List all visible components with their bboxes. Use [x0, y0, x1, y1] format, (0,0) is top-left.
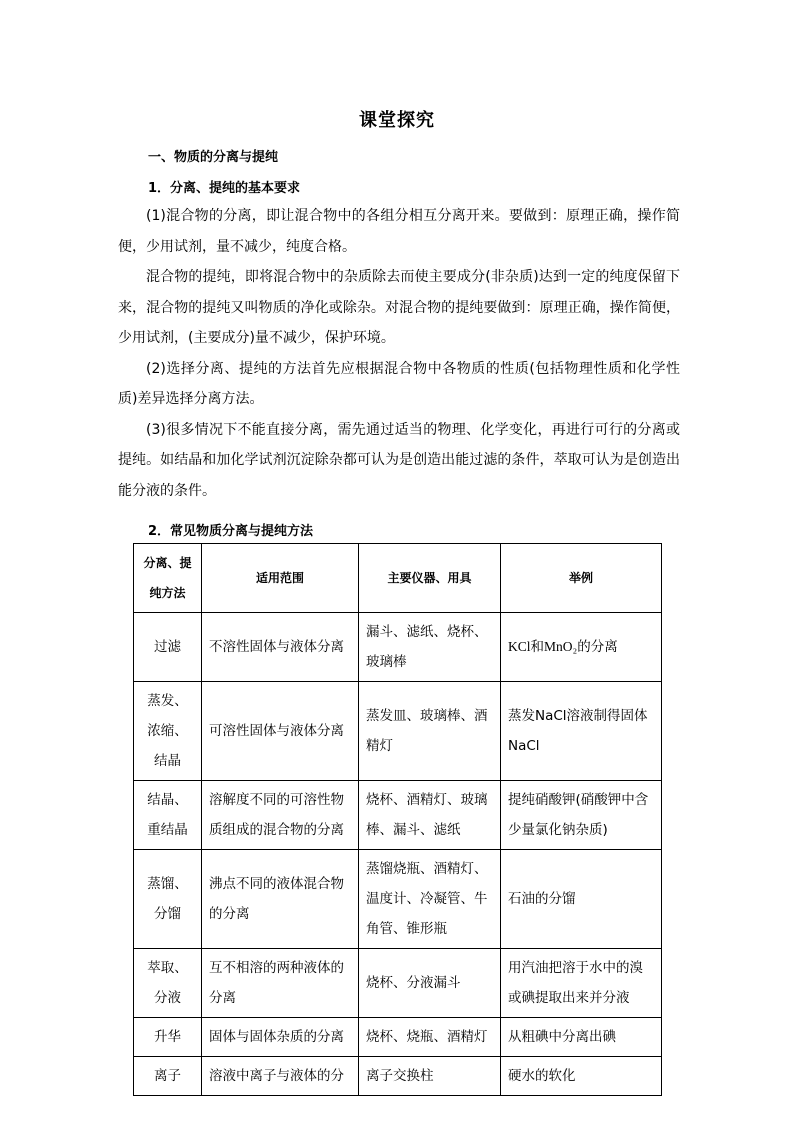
method-cell: 蒸发、浓缩、结晶	[134, 682, 202, 781]
header-cell: 举例	[501, 544, 662, 613]
subsection-heading-requirements: 1．分离、提纯的基本要求	[148, 181, 301, 196]
method-cell: 蒸馏、分馏	[134, 850, 202, 949]
example-cell: 蒸发NaCl溶液制得固体NaCl	[501, 682, 662, 781]
paragraph: 混合物的提纯，即将混合物中的杂质除去而使主要成分(非杂质)达到一定的纯度保留下来，混合物的提纯又叫物质的净化或除杂。对混合物的提纯要做到：原理正确，操作简便，少用试剂，(主要成分)量不减少，保护环境。	[118, 269, 680, 346]
scope-cell: 不溶性固体与液体分离	[202, 613, 359, 682]
instrument-cell: 蒸发皿、玻璃棒、酒精灯	[359, 682, 501, 781]
table-row	[134, 949, 662, 1018]
instrument-cell: 烧杯、分液漏斗	[359, 949, 501, 1018]
paragraph: (1)混合物的分离，即让混合物中的各组分相互分离开来。要做到：原理正确，操作简便，少用试剂，量不减少，纯度合格。	[118, 208, 680, 255]
method-cell: 结晶、重结晶	[134, 781, 202, 850]
example-cell: 提纯硝酸钾(硝酸钾中含少量氯化钠杂质)	[501, 781, 662, 850]
subsection-heading-methods: 2．常见物质分离与提纯方法	[148, 524, 314, 539]
body-text	[118, 201, 680, 506]
instrument-cell: 蒸馏烧瓶、酒精灯、温度计、冷凝管、牛角管、锥形瓶	[359, 850, 501, 949]
page-title: 课堂探究	[359, 110, 435, 131]
instrument-cell: 烧杯、烧瓶、酒精灯	[359, 1018, 501, 1057]
table-row	[134, 1018, 662, 1057]
table-row	[134, 781, 662, 850]
example-cell: 用汽油把溶于水中的溴或碘提取出来并分液	[501, 949, 662, 1018]
header-cell: 分离、提纯方法	[134, 544, 202, 613]
scope-cell: 互不相溶的两种液体的分离	[202, 949, 359, 1018]
header-cell: 适用范围	[202, 544, 359, 613]
table-row	[134, 1057, 662, 1096]
table-header-row	[134, 544, 662, 613]
example-cell: 硬水的软化	[501, 1057, 662, 1096]
scope-cell: 沸点不同的液体混合物的分离	[202, 850, 359, 949]
paragraph: (3)很多情况下不能直接分离，需先通过适当的物理、化学变化，再进行可行的分离或提纯。如结晶和加化学试剂沉淀除杂都可认为是创造出能过滤的条件，萃取可认为是创造出能分液的条件。	[118, 421, 680, 499]
method-cell: 离子	[134, 1057, 202, 1096]
scope-cell: 溶解度不同的可溶性物质组成的混合物的分离	[202, 781, 359, 850]
method-cell: 过滤	[134, 613, 202, 682]
example-cell: KCl和MnO₂的分离	[501, 613, 662, 682]
instrument-cell: 漏斗、滤纸、烧杯、玻璃棒	[359, 613, 501, 682]
example-cell: 从粗碘中分离出碘	[501, 1018, 662, 1057]
instrument-cell: 烧杯、酒精灯、玻璃棒、漏斗、滤纸	[359, 781, 501, 850]
table-row	[134, 682, 662, 781]
scope-cell: 固体与固体杂质的分离	[202, 1018, 359, 1057]
scope-cell: 可溶性固体与液体分离	[202, 682, 359, 781]
header-cell: 主要仪器、用具	[359, 544, 501, 613]
methods-table	[133, 543, 662, 1096]
scope-cell: 溶液中离子与液体的分	[202, 1057, 359, 1096]
instrument-cell: 离子交换柱	[359, 1057, 501, 1096]
table-row	[134, 850, 662, 949]
method-cell: 萃取、分液	[134, 949, 202, 1018]
section-heading-separation: 一、物质的分离与提纯	[148, 150, 279, 165]
method-cell: 升华	[134, 1018, 202, 1057]
example-cell: 石油的分馏	[501, 850, 662, 949]
table-row	[134, 613, 662, 682]
paragraph: (2)选择分离、提纯的方法首先应根据混合物中各物质的性质(包括物理性质和化学性质)差异选择分离方法。	[118, 360, 680, 407]
